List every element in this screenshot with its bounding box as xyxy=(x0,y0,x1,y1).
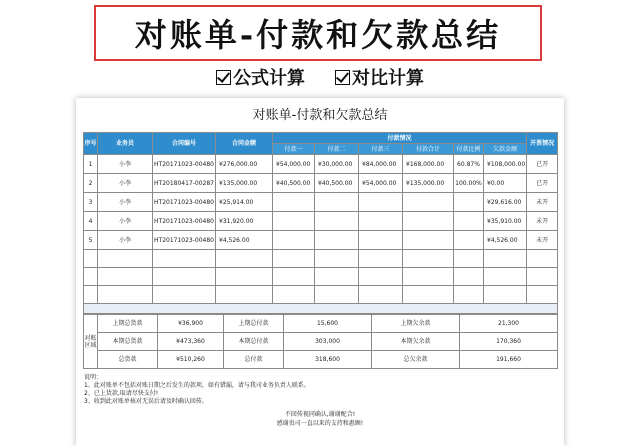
summary-value: 191,660 xyxy=(460,351,558,369)
cell-pay2 xyxy=(315,231,359,250)
cell-pay1 xyxy=(273,193,315,212)
banner-title: 对账单-付款和欠款总结 xyxy=(134,16,502,54)
cell-pay3 xyxy=(359,231,403,250)
summary-value: ¥473,360 xyxy=(158,333,224,351)
summary-label: 上期总货款 xyxy=(98,315,158,333)
summary-value: ¥510,260 xyxy=(158,351,224,369)
footer xyxy=(76,410,564,428)
cell-owed: ¥108,000.00 xyxy=(484,155,527,174)
table-row-empty xyxy=(84,268,558,286)
summary-row xyxy=(84,333,558,351)
header-salesperson: 业务员 xyxy=(98,133,153,155)
feature-item xyxy=(216,64,305,90)
summary-row xyxy=(84,315,558,333)
cell-pay-ratio xyxy=(454,212,484,231)
cell-pay2 xyxy=(315,212,359,231)
table-row xyxy=(84,212,558,231)
header-seq: 序号 xyxy=(84,133,98,155)
summary-label: 本期欠余款 xyxy=(372,333,460,351)
table-row xyxy=(84,174,558,193)
cell-contract-amount: ¥25,914.00 xyxy=(216,193,273,212)
summary-table xyxy=(83,314,558,369)
summary-value: ¥36,900 xyxy=(158,315,224,333)
header-payment-status: 付款情况 xyxy=(273,133,527,144)
summary-value: 303,000 xyxy=(284,333,372,351)
header-contract-amount: 合同金额 xyxy=(216,133,273,155)
footer-line: 不回传视同确认,谢谢配合! xyxy=(284,411,356,418)
cell-pay3: ¥84,000.00 xyxy=(359,155,403,174)
summary-value: 15,600 xyxy=(284,315,372,333)
cell-invoice: 未开 xyxy=(527,193,558,212)
table-row-empty xyxy=(84,286,558,304)
cell-contract-amount: ¥4,526.00 xyxy=(216,231,273,250)
cell-contract-no: HT20171023-00480 xyxy=(153,231,216,250)
checkbox-icon xyxy=(335,70,350,85)
document-title: 对账单-付款和欠款总结 xyxy=(252,108,388,123)
summary-row xyxy=(84,351,558,369)
summary-label: 总货款 xyxy=(98,351,158,369)
summary-label: 上期欠余款 xyxy=(372,315,460,333)
cell-seq: 4 xyxy=(84,212,98,231)
cell-invoice: 已开 xyxy=(527,174,558,193)
cell-pay1: ¥54,000.00 xyxy=(273,155,315,174)
summary-value: 318,600 xyxy=(284,351,372,369)
cell-pay-total xyxy=(403,231,454,250)
summary-label: 上期总付款 xyxy=(224,315,284,333)
cell-salesperson: 小李 xyxy=(98,212,153,231)
spacer-row xyxy=(84,304,558,314)
cell-pay-total: ¥135,000.00 xyxy=(403,174,454,193)
cell-contract-no: HT20180417-00287 xyxy=(153,174,216,193)
note-item: 1、此对账单不包括对账日期之后发生的款项，如有错漏，请与我司业务负责人联系。 xyxy=(84,382,310,389)
cell-contract-amount: ¥135,000.00 xyxy=(216,174,273,193)
cell-contract-amount: ¥31,920.00 xyxy=(216,212,273,231)
cell-pay3 xyxy=(359,212,403,231)
cell-pay-total xyxy=(403,212,454,231)
feature-item xyxy=(335,64,424,90)
cell-seq: 5 xyxy=(84,231,98,250)
header-pay3: 付款三 xyxy=(359,144,403,155)
cell-pay1: ¥40,500.00 xyxy=(273,174,315,193)
checkbox-icon xyxy=(216,70,231,85)
cell-pay-ratio: 60.87% xyxy=(454,155,484,174)
cell-pay-ratio xyxy=(454,231,484,250)
cell-seq: 1 xyxy=(84,155,98,174)
summary-value: 21,300 xyxy=(460,315,558,333)
header-owed: 欠款金额 xyxy=(484,144,527,155)
cell-invoice: 未开 xyxy=(527,231,558,250)
statement-table xyxy=(83,132,558,314)
footer-line: 感谢贵司一直以来的支持和惠顾! xyxy=(276,420,364,427)
header-pay-ratio: 付款比例 xyxy=(454,144,484,155)
cell-pay-ratio xyxy=(454,193,484,212)
cell-salesperson: 小李 xyxy=(98,231,153,250)
notes-heading: 说明： xyxy=(84,374,103,381)
feature-list xyxy=(0,64,640,90)
header-pay-total: 付款合计 xyxy=(403,144,454,155)
cell-salesperson: 小李 xyxy=(98,193,153,212)
cell-seq: 2 xyxy=(84,174,98,193)
table-row xyxy=(84,193,558,212)
cell-seq: 3 xyxy=(84,193,98,212)
cell-invoice: 未开 xyxy=(527,212,558,231)
table-row xyxy=(84,155,558,174)
cell-pay1 xyxy=(273,212,315,231)
cell-pay3: ¥54,000.00 xyxy=(359,174,403,193)
statement-document xyxy=(76,98,564,446)
header-pay2: 付款二 xyxy=(315,144,359,155)
cell-owed: ¥0.00 xyxy=(484,174,527,193)
cell-invoice: 已开 xyxy=(527,155,558,174)
summary-label: 总欠余款 xyxy=(372,351,460,369)
cell-owed: ¥4,526.00 xyxy=(484,231,527,250)
table-row-empty xyxy=(84,250,558,268)
cell-contract-no: HT20171023-00480 xyxy=(153,193,216,212)
feature-label: 对比计算 xyxy=(352,68,424,89)
feature-label: 公式计算 xyxy=(233,68,305,89)
summary-label: 本期总货款 xyxy=(98,333,158,351)
summary-label: 总付款 xyxy=(224,351,284,369)
header-pay1: 付款一 xyxy=(273,144,315,155)
cell-pay-ratio: 100.00% xyxy=(454,174,484,193)
table-row xyxy=(84,231,558,250)
cell-salesperson: 小李 xyxy=(98,155,153,174)
cell-owed: ¥35,910.00 xyxy=(484,212,527,231)
header-invoice: 开票情况 xyxy=(527,133,558,155)
summary-label: 本期总付款 xyxy=(224,333,284,351)
cell-pay1 xyxy=(273,231,315,250)
notes-section xyxy=(84,374,556,406)
title-banner xyxy=(94,5,542,61)
note-item: 3、收到此对账单核对无误后请及时确认回传。 xyxy=(84,398,208,405)
cell-pay-total: ¥168,000.00 xyxy=(403,155,454,174)
cell-owed: ¥29,616.00 xyxy=(484,193,527,212)
cell-pay3 xyxy=(359,193,403,212)
header-contract-no: 合同编号 xyxy=(153,133,216,155)
cell-pay2: ¥30,000.00 xyxy=(315,155,359,174)
cell-pay-total xyxy=(403,193,454,212)
cell-pay2 xyxy=(315,193,359,212)
cell-contract-amount: ¥276,000.00 xyxy=(216,155,273,174)
cell-salesperson: 小李 xyxy=(98,174,153,193)
summary-area-label: 对账区域 xyxy=(84,315,98,369)
summary-value: 170,360 xyxy=(460,333,558,351)
cell-contract-no: HT20171023-00480 xyxy=(153,155,216,174)
note-item: 2、已上货款,取请尽快支付! xyxy=(84,390,159,397)
cell-pay2: ¥40,500.00 xyxy=(315,174,359,193)
cell-contract-no: HT20171023-00480 xyxy=(153,212,216,231)
